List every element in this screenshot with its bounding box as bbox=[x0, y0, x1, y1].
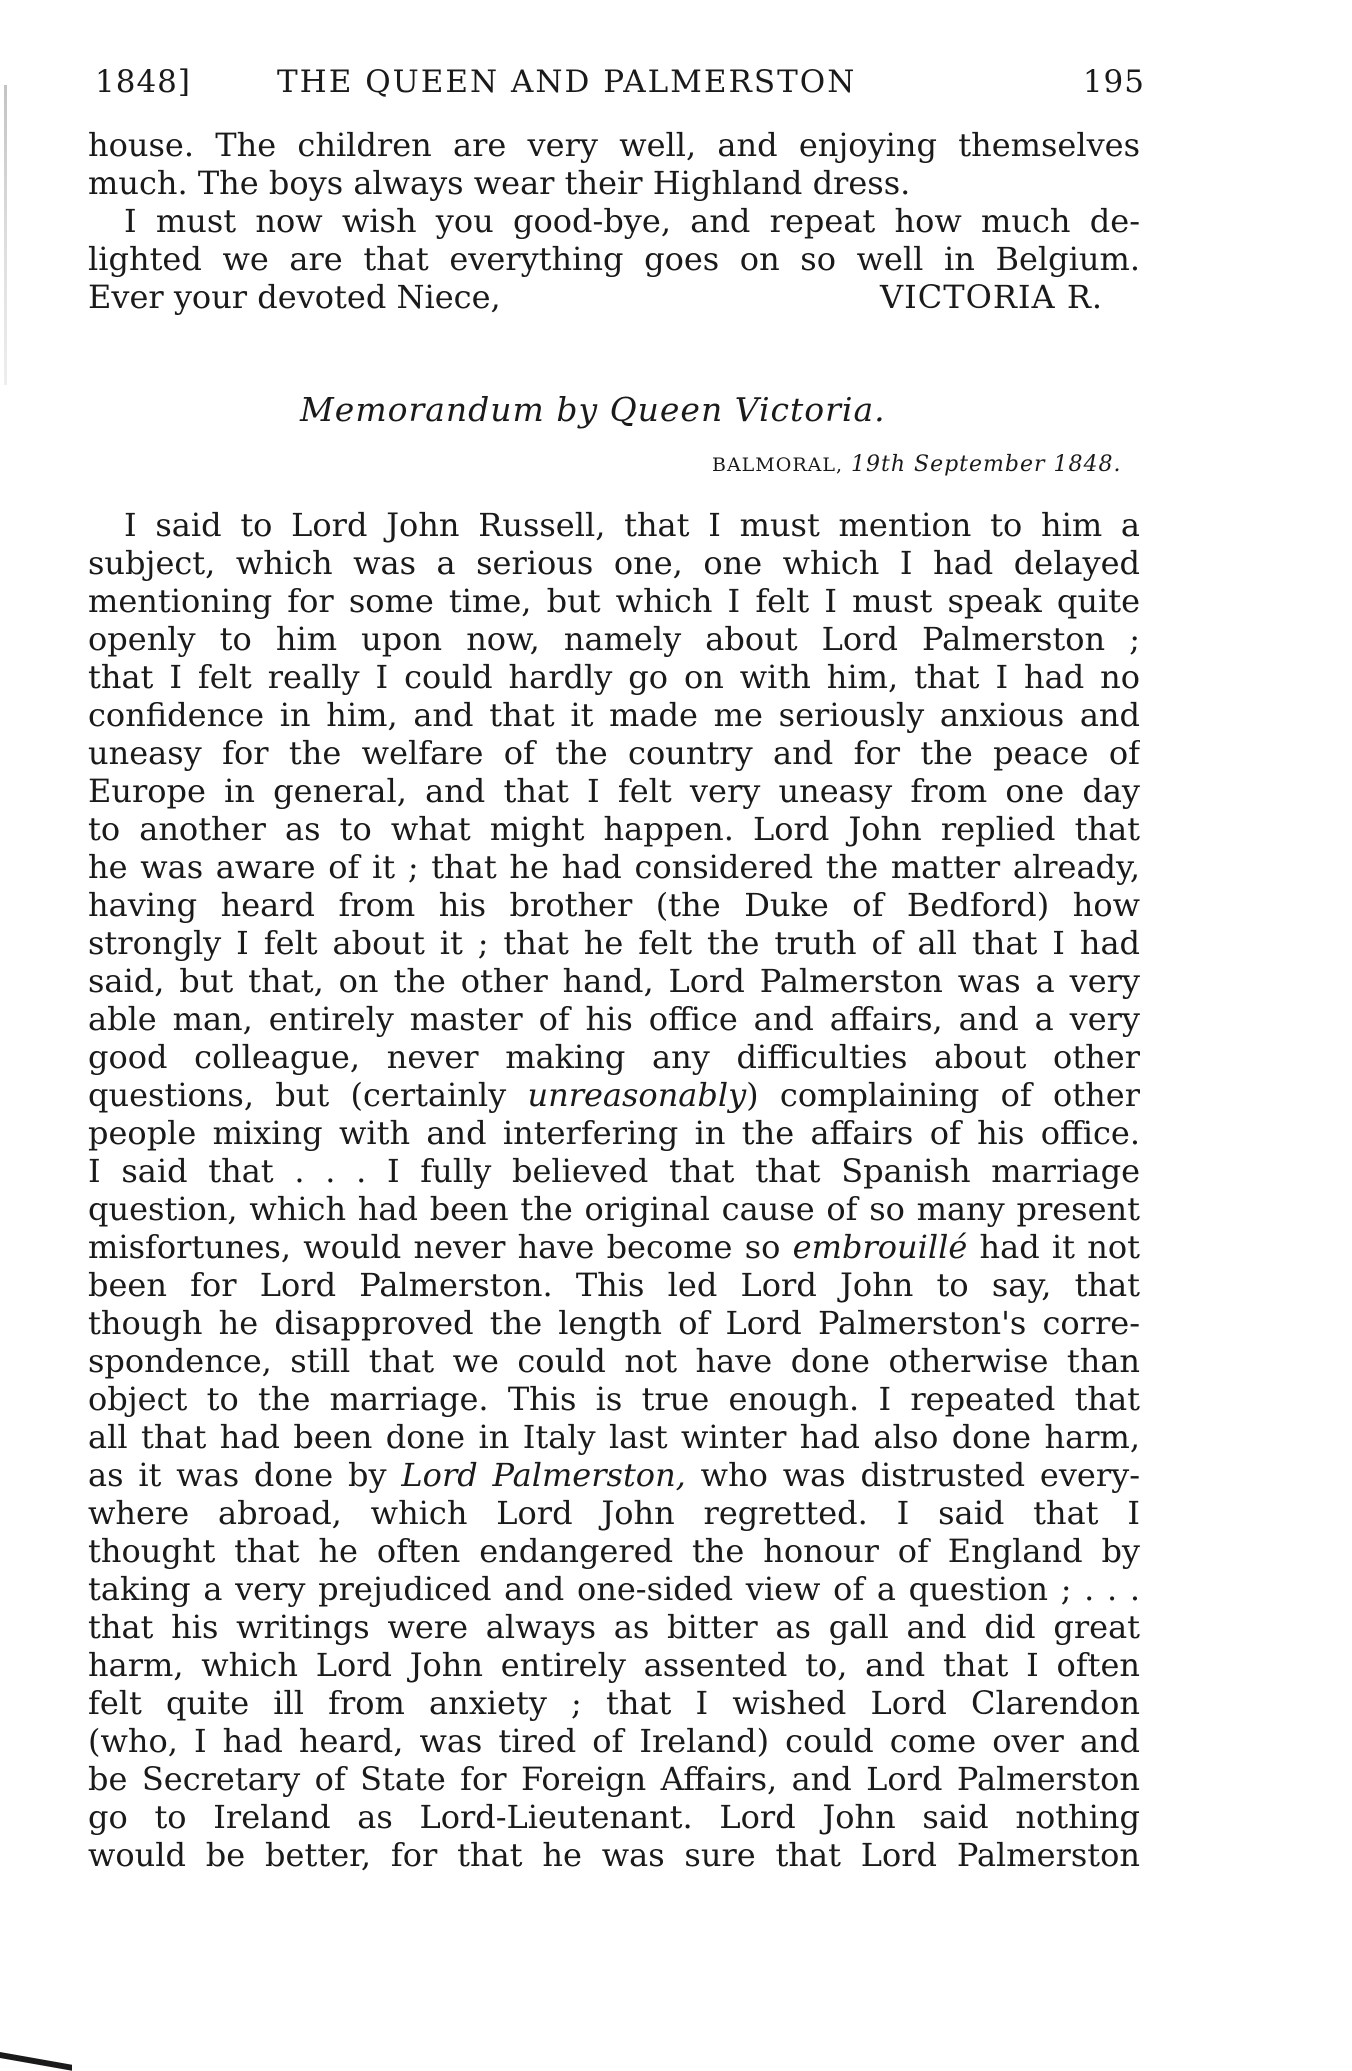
memorandum-dateline bbox=[712, 452, 1122, 477]
text-line: I said to Lord John Russell, that I must mention to him a bbox=[124, 506, 1140, 544]
text-line: he was aware of it ; that he had considered the matter already, bbox=[88, 848, 1140, 886]
text-line: good colleague, never making any difficulties about other bbox=[88, 1038, 1140, 1076]
line-end: had it not bbox=[967, 1228, 1140, 1266]
text-line: openly to him upon now, namely about Lord Palmerston ; bbox=[88, 620, 1140, 658]
text-line: all that had been done in Italy last winter had also done harm, bbox=[88, 1418, 1140, 1456]
text-line-mixed bbox=[88, 1456, 1140, 1494]
dateline-place: BALMORAL, bbox=[712, 454, 844, 476]
memorandum-body bbox=[88, 506, 1140, 1874]
text-line: where abroad, which Lord John regretted. I said that I bbox=[88, 1494, 1140, 1532]
line-start: as it was done by bbox=[88, 1456, 402, 1494]
closing-text: Ever your devoted Niece, bbox=[88, 278, 501, 316]
text-line: able man, entirely master of his office and affairs, and a very bbox=[88, 1000, 1140, 1038]
text-line: object to the marriage. This is true enough. I repeated that bbox=[88, 1380, 1140, 1418]
text-line: harm, which Lord John entirely assented to, and that I often bbox=[88, 1646, 1140, 1684]
page-corner-mark bbox=[0, 2052, 72, 2071]
signature: VICTORIA R. bbox=[880, 278, 1104, 316]
italic-word: unreasonably bbox=[527, 1076, 747, 1114]
text-line: question, which had been the original cause of so many present bbox=[88, 1190, 1140, 1228]
letter-closing bbox=[88, 278, 1140, 316]
running-header bbox=[95, 64, 1145, 114]
text-line-mixed bbox=[88, 1228, 1140, 1266]
text-line: uneasy for the welfare of the country and for the peace of bbox=[88, 734, 1140, 772]
text-line: thought that he often endangered the honour of England by bbox=[88, 1532, 1140, 1570]
memorandum-title: Memorandum by Queen Victoria. bbox=[300, 390, 886, 429]
italic-word: Lord Palmerston, bbox=[401, 1456, 686, 1494]
line-end: ) complaining of other bbox=[746, 1076, 1140, 1114]
text-line: been for Lord Palmerston. This led Lord John to say, that bbox=[88, 1266, 1140, 1304]
header-year: 1848] bbox=[95, 64, 191, 100]
text-line: subject, which was a serious one, one which I had delayed bbox=[88, 544, 1140, 582]
text-line: lighted we are that everything goes on so well in Belgium. bbox=[88, 240, 1140, 278]
text-line: I must now wish you good-bye, and repeat how much de- bbox=[124, 202, 1140, 240]
line-start: questions, but (certainly bbox=[88, 1076, 528, 1114]
page-number: 195 bbox=[1082, 64, 1145, 100]
text-line: having heard from his brother (the Duke of Bedford) how bbox=[88, 886, 1140, 924]
text-line: that his writings were always as bitter as gall and did great bbox=[88, 1608, 1140, 1646]
text-line: (who, I had heard, was tired of Ireland) could come over and bbox=[88, 1722, 1140, 1760]
italic-word: embrouillé bbox=[792, 1228, 968, 1266]
text-line: that I felt really I could hardly go on with him, that I had no bbox=[88, 658, 1140, 696]
letter-ending bbox=[88, 126, 1140, 316]
text-line: felt quite ill from anxiety ; that I wished Lord Clarendon bbox=[88, 1684, 1140, 1722]
header-title: THE QUEEN AND PALMERSTON bbox=[277, 64, 857, 100]
text-line: people mixing with and interfering in the affairs of his office. bbox=[88, 1114, 1140, 1152]
text-line: said, but that, on the other hand, Lord Palmerston was a very bbox=[88, 962, 1140, 1000]
text-line: spondence, still that we could not have done otherwise than bbox=[88, 1342, 1140, 1380]
text-line: to another as to what might happen. Lord John replied that bbox=[88, 810, 1140, 848]
binding-shadow bbox=[4, 85, 7, 385]
text-line: be Secretary of State for Foreign Affairs, and Lord Palmerston bbox=[88, 1760, 1140, 1798]
text-line: taking a very prejudiced and one-sided view of a question ; . . . bbox=[88, 1570, 1140, 1608]
text-line: I said that . . . I fully believed that that Spanish marriage bbox=[88, 1152, 1140, 1190]
text-line: strongly I felt about it ; that he felt the truth of all that I had bbox=[88, 924, 1140, 962]
text-line: much. The boys always wear their Highland dress. bbox=[88, 164, 911, 202]
text-line: Europe in general, and that I felt very uneasy from one day bbox=[88, 772, 1140, 810]
text-line: confidence in him, and that it made me seriously anxious and bbox=[88, 696, 1140, 734]
text-line: go to Ireland as Lord-Lieutenant. Lord John said nothing bbox=[88, 1798, 1140, 1836]
line-start: misfortunes, would never have become so bbox=[88, 1228, 793, 1266]
text-line: mentioning for some time, but which I felt I must speak quite bbox=[88, 582, 1140, 620]
text-line: though he disapproved the length of Lord Palmerston's corre- bbox=[88, 1304, 1140, 1342]
text-line: would be better, for that he was sure that Lord Palmerston bbox=[88, 1836, 1140, 1874]
text-line: house. The children are very well, and enjoying themselves bbox=[88, 126, 1140, 164]
dateline-date: 19th September 1848. bbox=[851, 452, 1122, 477]
line-end: who was distrusted every- bbox=[685, 1456, 1140, 1494]
text-line-mixed bbox=[88, 1076, 1140, 1114]
